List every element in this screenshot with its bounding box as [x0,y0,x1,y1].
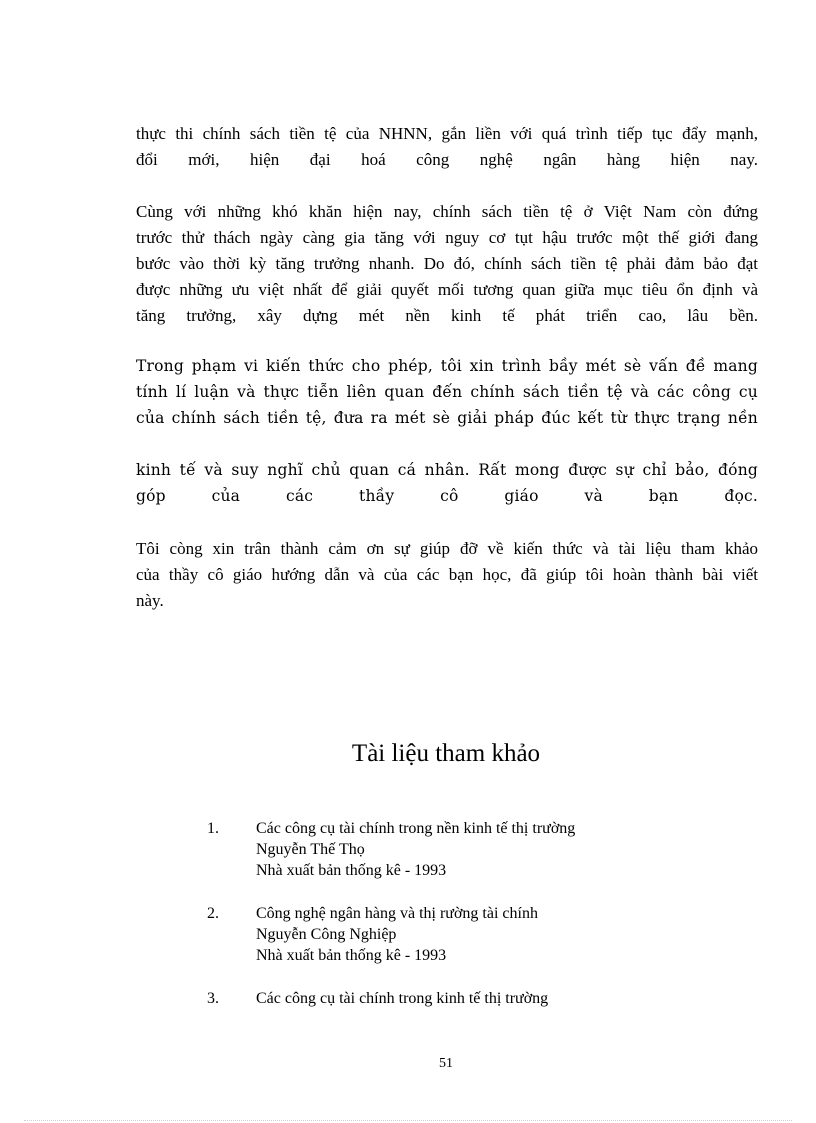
paragraph-line: Tôi còng xin trân thành cảm ơn sự giúp đỡ về kiến thức và tài liệu tham khảo [136,539,758,558]
page-bottom-divider [24,1120,792,1121]
paragraph-line: thực thi chính sách tiền tệ của NHNN, gắn liền với quá trình tiếp tục đẩy mạnh, [136,124,758,143]
paragraph-line: của thầy cô giáo hướng dẫn và của các bạn học, đã giúp tôi hoàn thành bài viết [136,565,758,584]
reference-title: Các công cụ tài chính trong nền kinh tế thị trường [256,820,576,837]
reference-item [207,988,727,1009]
reference-title: Các công cụ tài chính trong kinh tế thị trường [256,990,549,1007]
paragraph-line: bước vào thời kỳ tăng trưởng nhanh. Do đó, chính sách tiền tệ phải đảm bảo đạt [136,254,758,273]
reference-author: Nguyễn Thế Thọ [256,841,365,858]
references-heading: Tài liệu tham khảo [351,740,541,767]
paragraph-4 [136,457,758,509]
reference-number: 2. [207,905,219,922]
references-list [207,818,727,1031]
reference-publisher: Nhà xuất bản thống kê - 1993 [256,947,447,964]
paragraph-line: này. [136,591,164,610]
paragraph-line: của chính sách tiền tệ, đưa ra mét sè giải pháp đúc kết từ thực trạng nền [136,409,758,427]
paragraph-line: Cùng với những khó khăn hiện nay, chính sách tiền tệ ở Việt Nam còn đứng [136,202,758,221]
paragraph-line: tăng trưởng, xây dựng mét nền kinh tế phát triển cao, lâu bền. [136,306,758,325]
paragraph-line: được những ưu việt nhất để giải quyết mối tương quan giữa mục tiêu ổn định và [136,280,758,299]
paragraph-5 [136,536,758,614]
paragraph-line: kinh tế và suy nghĩ chủ quan cá nhân. Rất mong được sự chỉ bảo, đóng [136,461,758,479]
reference-item [207,818,727,881]
paragraph-2 [136,199,758,329]
reference-number: 1. [207,820,219,837]
reference-publisher: Nhà xuất bản thống kê - 1993 [256,862,447,879]
reference-author: Nguyễn Công Nghiệp [256,926,397,943]
paragraph-line: góp của các thầy cô giáo và bạn đọc. [136,487,758,505]
paragraph-line: tính lí luận và thực tiễn liên quan đến chính sách tiền tệ và các công cụ [136,383,758,401]
paragraph-1 [136,121,758,173]
reference-title: Công nghệ ngân hàng và thị rường tài chính [256,905,538,922]
paragraph-line: Trong phạm vi kiến thức cho phép, tôi xin trình bầy mét sè vấn đề mang [136,357,758,375]
page-number: 51 [439,1056,453,1071]
reference-item [207,903,727,966]
reference-number: 3. [207,990,219,1007]
paragraph-line: trước thử thách ngày càng gia tăng với nguy cơ tụt hậu trước một thế giới đang [136,228,758,247]
paragraph-line: đổi mới, hiện đại hoá công nghệ ngân hàng hiện nay. [136,150,758,169]
paragraph-3 [136,353,758,431]
